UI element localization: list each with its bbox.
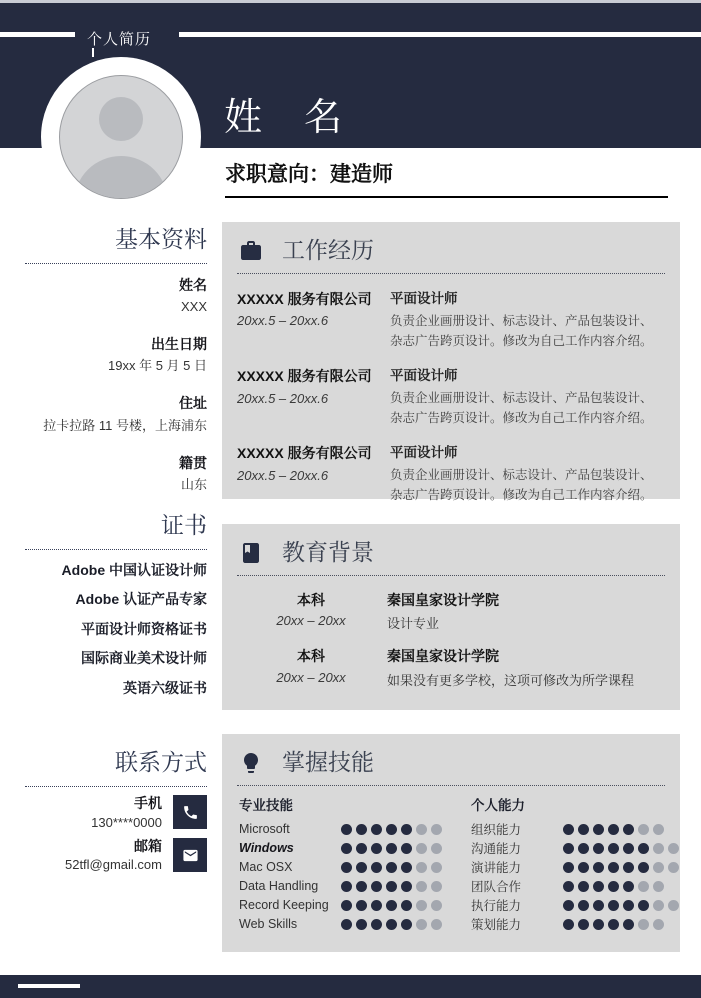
rating-dot-filled [593, 824, 604, 835]
rating-dot-empty [638, 824, 649, 835]
education-detail: 如果没有更多学校，这项可修改为所学课程 [387, 673, 635, 689]
education-title: 教育背景 [282, 539, 374, 565]
work-entry [237, 368, 680, 428]
phone-label: 手机 [134, 794, 162, 811]
rating-dot-filled [638, 843, 649, 854]
job-description: 负责企业画册设计、标志设计、产品包装设计、杂志广告跨页设计。修改为自己工作内容介绍。 [390, 468, 653, 503]
rating-dot-empty [431, 881, 442, 892]
job-role: 平面设计师 [390, 444, 458, 460]
rating-dot-filled [578, 843, 589, 854]
rating-dot-filled [608, 881, 619, 892]
rating-dot-filled [578, 900, 589, 911]
degree: 本科 [297, 648, 325, 665]
rating-dot-filled [563, 881, 574, 892]
rating-dot-filled [623, 900, 634, 911]
rating-dot-filled [341, 862, 352, 873]
skill-label: Mac OSX [239, 860, 293, 875]
education-entry-right [387, 592, 499, 633]
field-value: 19xx 年 5 月 5 日 [108, 358, 207, 374]
certificate-item: 英语六级证书 [123, 679, 207, 696]
rating-dot-empty [416, 824, 427, 835]
rating-dot-filled [593, 900, 604, 911]
rating-dot-filled [401, 862, 412, 873]
skill-row [239, 858, 471, 877]
rating-dot-filled [608, 900, 619, 911]
header-rule-left [0, 32, 75, 37]
skill-rating [341, 843, 442, 854]
email-value: 52tfl@gmail.com [64, 857, 162, 873]
rating-dot-filled [386, 824, 397, 835]
education-panel-header [222, 524, 680, 567]
skill-rating [341, 919, 442, 930]
skill-label: 团队合作 [471, 880, 522, 895]
bulb-icon [239, 751, 263, 775]
rating-dot-filled [401, 843, 412, 854]
field-label: 出生日期 [151, 335, 207, 352]
rating-dot-empty [668, 843, 679, 854]
section-basic-info [25, 226, 207, 494]
skills-columns [239, 798, 665, 934]
rating-dot-filled [356, 862, 367, 873]
work-panel-header [222, 222, 680, 265]
rating-dot-filled [386, 881, 397, 892]
skill-rating [341, 862, 442, 873]
contact-text [65, 838, 162, 873]
work-entry-left [237, 368, 390, 428]
field-value: 拉卡拉路 11 号楼，上海浦东 [43, 417, 207, 433]
rating-dot-filled [563, 843, 574, 854]
sidebar [25, 226, 207, 872]
rating-dot-empty [431, 900, 442, 911]
skill-rating [563, 862, 679, 873]
rating-dot-empty [431, 862, 442, 873]
rating-dot-empty [416, 881, 427, 892]
skill-label: 演讲能力 [471, 861, 522, 876]
rating-dot-empty [431, 919, 442, 930]
skill-row [239, 915, 471, 934]
certificate-item: Adobe 认证产品专家 [75, 591, 207, 608]
skill-rating [341, 900, 442, 911]
rating-dot-filled [401, 881, 412, 892]
avatar [59, 75, 183, 199]
work-entry-right [390, 291, 658, 351]
certificate-item: 国际商业美术设计师 [81, 650, 207, 667]
footer-rule [18, 984, 80, 988]
rating-dot-filled [371, 862, 382, 873]
job-intent-underline [225, 196, 668, 198]
avatar-ring [41, 57, 201, 217]
skill-row [471, 915, 679, 934]
rating-dot-filled [341, 919, 352, 930]
rating-dot-empty [431, 824, 442, 835]
certificate-item: Adobe 中国认证设计师 [61, 561, 207, 578]
school-name: 秦国皇家设计学院 [387, 591, 499, 608]
skill-rating [563, 843, 679, 854]
work-entry-left [237, 445, 390, 505]
education-entry-left [262, 648, 360, 689]
section-skills [222, 734, 680, 952]
company-name: XXXXX 服务有限公司 [237, 367, 372, 384]
rating-dot-filled [371, 900, 382, 911]
section-work-experience [222, 222, 680, 503]
phone-value: 130****0000 [91, 814, 162, 830]
rating-dot-filled [578, 881, 589, 892]
dotted-divider [25, 786, 207, 787]
skill-row [471, 858, 679, 877]
rating-dot-filled [386, 900, 397, 911]
skill-row [471, 896, 679, 915]
avatar-placeholder-icon [74, 156, 168, 199]
rating-dot-filled [623, 881, 634, 892]
rating-dot-empty [416, 919, 427, 930]
job-role: 平面设计师 [390, 290, 458, 306]
skill-row [471, 839, 679, 858]
education-entry [262, 648, 680, 689]
rating-dot-filled [578, 824, 589, 835]
rating-dot-empty [638, 881, 649, 892]
section-education [222, 524, 680, 710]
rating-dot-filled [386, 919, 397, 930]
skill-label: Data Handling [239, 879, 319, 894]
rating-dot-filled [608, 843, 619, 854]
contact-row-phone [25, 795, 207, 830]
work-period: 20xx.5 – 20xx.6 [237, 313, 329, 329]
avatar-placeholder-icon [99, 97, 143, 141]
rating-dot-filled [341, 900, 352, 911]
person-name: 姓 名 [224, 97, 345, 139]
field-label: 姓名 [179, 276, 207, 293]
dotted-divider [25, 549, 207, 550]
rating-dot-empty [668, 862, 679, 873]
rating-dot-filled [563, 862, 574, 873]
education-detail: 设计专业 [387, 616, 440, 632]
rating-dot-filled [371, 881, 382, 892]
mail-icon [173, 838, 207, 872]
contact-title: 联系方式 [115, 749, 207, 776]
section-certificates [25, 512, 207, 697]
job-description: 负责企业画册设计、标志设计、产品包装设计、杂志广告跨页设计。修改为自己工作内容介绍。 [390, 390, 653, 425]
rating-dot-empty [416, 862, 427, 873]
rating-dot-filled [371, 843, 382, 854]
education-entry-right [387, 648, 634, 689]
rating-dot-filled [356, 824, 367, 835]
rating-dot-empty [431, 843, 442, 854]
resume-tag-label: 个人简历 [87, 31, 152, 48]
job-role: 平面设计师 [390, 367, 458, 383]
skills-group-header: 专业技能 [239, 797, 293, 813]
professional-skills-column [239, 798, 471, 934]
rating-dot-filled [563, 919, 574, 930]
work-entry-right [390, 445, 658, 505]
work-entry-right [390, 368, 658, 428]
contact-text [91, 795, 162, 830]
rating-dot-filled [356, 919, 367, 930]
rating-dot-filled [356, 881, 367, 892]
company-name: XXXXX 服务有限公司 [237, 444, 372, 461]
work-title: 工作经历 [282, 237, 374, 263]
header-rule-right [179, 32, 701, 37]
tag-tick-mark [92, 48, 94, 57]
rating-dot-empty [416, 843, 427, 854]
skill-rating [341, 824, 442, 835]
rating-dot-filled [563, 824, 574, 835]
dotted-divider [25, 263, 207, 264]
rating-dot-filled [593, 919, 604, 930]
skill-row [239, 877, 471, 896]
certificate-item: 平面设计师资格证书 [81, 620, 207, 637]
rating-dot-filled [563, 900, 574, 911]
rating-dot-empty [638, 919, 649, 930]
rating-dot-filled [401, 900, 412, 911]
rating-dot-filled [341, 824, 352, 835]
certificates-title: 证书 [161, 512, 207, 539]
rating-dot-filled [623, 843, 634, 854]
skill-row [239, 820, 471, 839]
education-entry [262, 592, 680, 633]
rating-dot-filled [341, 881, 352, 892]
rating-dot-filled [371, 824, 382, 835]
rating-dot-empty [653, 843, 664, 854]
work-period: 20xx.5 – 20xx.6 [237, 390, 329, 406]
rating-dot-empty [653, 824, 664, 835]
work-entry [237, 445, 680, 505]
phone-icon [173, 795, 207, 829]
rating-dot-filled [356, 843, 367, 854]
rating-dot-filled [356, 900, 367, 911]
book-icon [239, 541, 263, 565]
rating-dot-filled [593, 843, 604, 854]
skill-label: Record Keeping [239, 898, 329, 913]
rating-dot-filled [578, 919, 589, 930]
education-period: 20xx – 20xx [276, 613, 346, 629]
degree: 本科 [297, 591, 325, 608]
rating-dot-filled [608, 862, 619, 873]
basic-info-title: 基本资料 [115, 226, 207, 252]
dotted-divider [237, 273, 665, 274]
education-entry-left [262, 592, 360, 633]
rating-dot-filled [608, 824, 619, 835]
rating-dot-filled [638, 862, 649, 873]
work-entry [237, 291, 680, 351]
briefcase-icon [239, 239, 263, 263]
rating-dot-filled [623, 919, 634, 930]
rating-dot-filled [371, 919, 382, 930]
skill-label: Microsoft [239, 822, 290, 837]
skill-rating [341, 881, 442, 892]
personal-skills-column [471, 798, 679, 934]
skill-row [239, 839, 471, 858]
work-entry-left [237, 291, 390, 351]
rating-dot-filled [401, 919, 412, 930]
rating-dot-empty [653, 919, 664, 930]
skill-rating [563, 919, 664, 930]
skill-row [239, 896, 471, 915]
rating-dot-filled [593, 881, 604, 892]
rating-dot-filled [623, 862, 634, 873]
field-label: 籍贯 [179, 454, 207, 471]
footer-band [0, 975, 701, 998]
skills-panel-header [222, 734, 680, 777]
skill-label: 沟通能力 [471, 842, 522, 857]
skill-rating [563, 900, 679, 911]
page-top-edge [0, 0, 701, 3]
dotted-divider [237, 785, 665, 786]
skill-row [471, 820, 679, 839]
rating-dot-filled [608, 919, 619, 930]
field-value: XXX [180, 299, 207, 315]
rating-dot-filled [386, 862, 397, 873]
skill-label: 组织能力 [471, 823, 522, 838]
skill-rating [563, 881, 664, 892]
rating-dot-empty [668, 900, 679, 911]
skill-row [471, 877, 679, 896]
section-contact [25, 749, 207, 872]
work-period: 20xx.5 – 20xx.6 [237, 467, 329, 483]
contact-row-email [25, 838, 207, 873]
education-period: 20xx – 20xx [276, 670, 346, 686]
skill-rating [563, 824, 664, 835]
rating-dot-filled [341, 843, 352, 854]
skill-label: 执行能力 [471, 899, 522, 914]
rating-dot-filled [401, 824, 412, 835]
rating-dot-empty [653, 881, 664, 892]
skills-group-header: 个人能力 [471, 797, 525, 813]
field-label: 住址 [179, 395, 207, 412]
rating-dot-empty [653, 900, 664, 911]
skills-title: 掌握技能 [282, 749, 374, 775]
field-value: 山东 [180, 477, 207, 493]
rating-dot-filled [593, 862, 604, 873]
email-label: 邮箱 [134, 837, 162, 854]
dotted-divider [237, 575, 665, 576]
skill-label: 策划能力 [471, 918, 522, 933]
job-intent: 求职意向：建造师 [225, 163, 393, 186]
rating-dot-filled [638, 900, 649, 911]
job-description: 负责企业画册设计、标志设计、产品包装设计、杂志广告跨页设计。修改为自己工作内容介绍。 [390, 313, 653, 348]
rating-dot-empty [653, 862, 664, 873]
skill-label: Windows [239, 841, 294, 856]
rating-dot-empty [416, 900, 427, 911]
rating-dot-filled [386, 843, 397, 854]
rating-dot-filled [623, 824, 634, 835]
rating-dot-filled [578, 862, 589, 873]
school-name: 秦国皇家设计学院 [387, 648, 499, 665]
skill-label: Web Skills [239, 917, 298, 932]
company-name: XXXXX 服务有限公司 [237, 290, 372, 307]
